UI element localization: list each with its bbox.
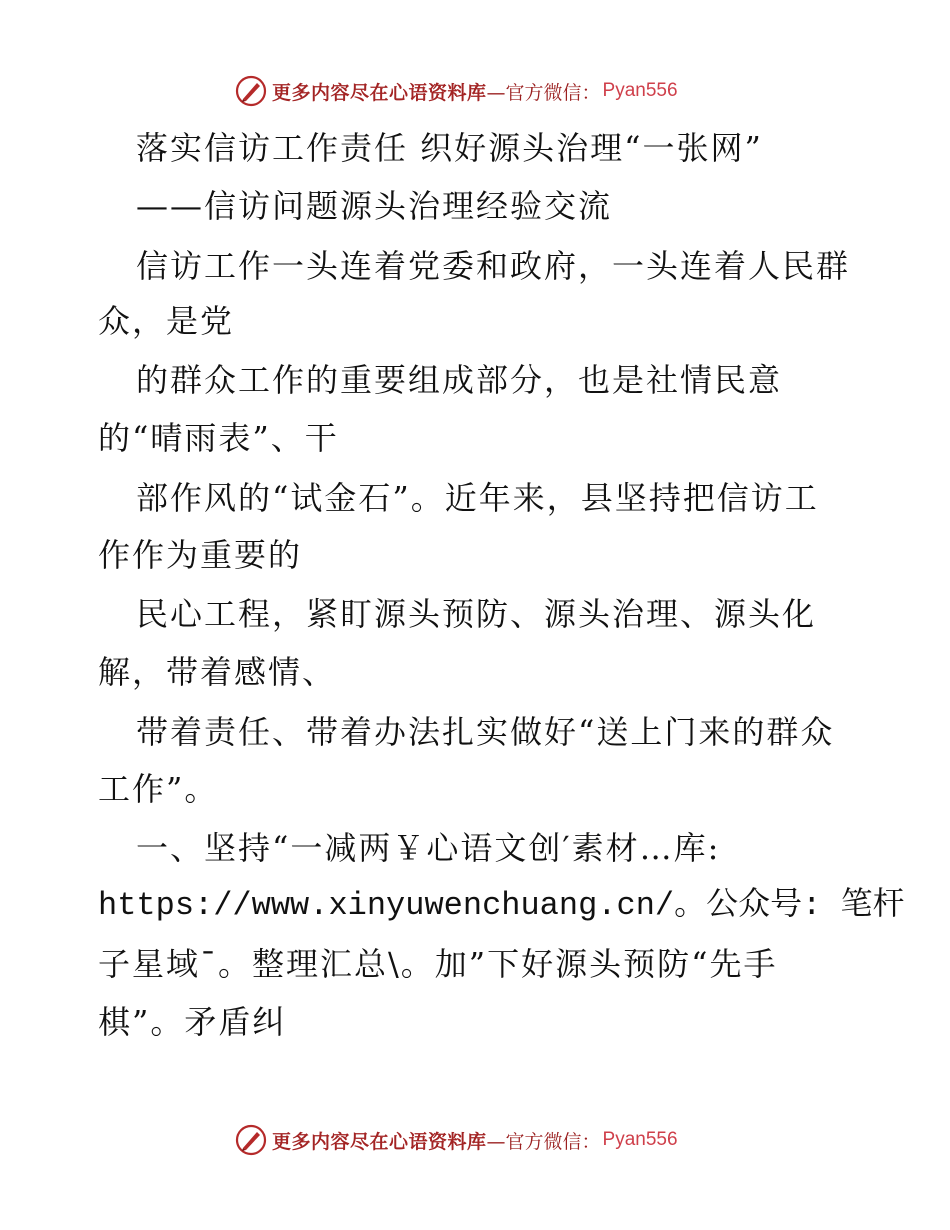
watermark-text: 更多内容尽在心语资料库 — [272, 1130, 487, 1153]
watermark-text: 更多内容尽在心语资料库 — [272, 81, 487, 104]
watermark-wechat-id: Pyan556 — [602, 1129, 678, 1150]
paragraph-line: 的群众工作的重要组成部分，也是社情民意 — [136, 361, 783, 399]
paragraph-line: 棋”。矛盾纠 — [98, 1003, 287, 1041]
watermark-wechat-id: Pyan556 — [602, 80, 678, 101]
watermark-wechat-label: —官方微信： — [486, 81, 601, 104]
paragraph-line: 作作为重要的 — [98, 536, 303, 574]
paragraph-line: 工作”。 — [98, 770, 219, 808]
paragraph-line: https://www.xinyuwenchuang.cn/。公众号: 笔杆 — [98, 887, 905, 924]
paragraph-line: 的“晴雨表”、干 — [98, 419, 339, 457]
paragraph-line: 部作风的“试金石”。近年来，县坚持把信访工 — [136, 479, 819, 517]
paragraph-line: 信访工作一头连着党委和政府，一头连着人民群 — [136, 247, 851, 285]
paragraph-line: 一、坚持“一减两￥心语文创′素材…库: — [136, 829, 721, 867]
paragraph-line: 民心工程，紧盯源头预防、源头治理、源头化 — [136, 595, 817, 633]
watermark-wechat-label: —官方微信： — [486, 1130, 601, 1153]
watermark-banner-bottom — [234, 1121, 678, 1159]
paragraph-line: 众，是党 — [98, 302, 235, 340]
pen-logo-icon — [234, 74, 268, 108]
document-title: 落实信访工作责任 织好源头治理“一张网” — [136, 129, 763, 167]
pen-logo-icon — [234, 1123, 268, 1157]
paragraph-line: 解，带着感情、 — [98, 653, 337, 691]
watermark-banner-top — [234, 72, 678, 110]
paragraph-line: 子星域¯。整理汇总\。加”下好源头预防“先手 — [98, 945, 778, 983]
paragraph-line: 带着责任、带着办法扎实做好“送上门来的群众 — [136, 713, 835, 751]
document-subtitle: ——信访问题源头治理经验交流 — [136, 187, 613, 225]
